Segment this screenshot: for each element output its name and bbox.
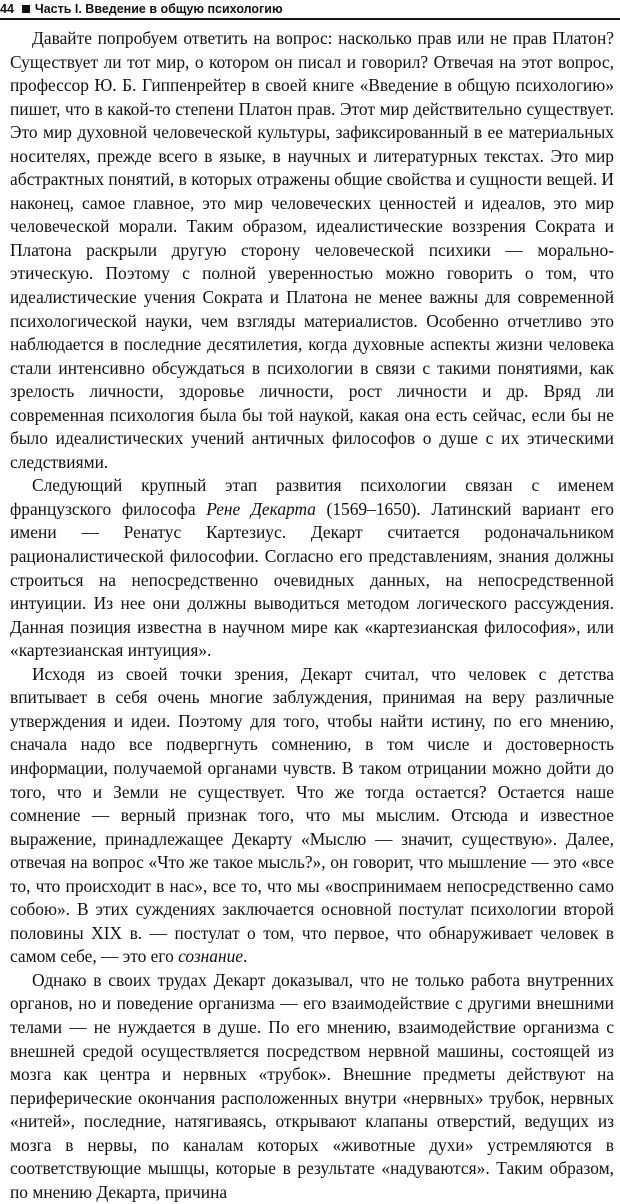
paragraph [10,663,614,969]
italic-text: сознание [178,946,244,967]
paragraph [10,27,614,474]
text-run: Давайте попробуем ответить на вопрос: насколько прав или не прав Платон? Существует ли тот мир, о котором он писал и говорил? Отвечая на этот вопрос, профессор Ю. Б. Гиппенрейтер в своей книге «Введение в общую психологию» пишет, что в какой-то степени Платон прав. Этот мир действительно существует. Это мир духовной человеческой культуры, зафиксированный в ее материальных носителях, прежде всего в языке, в научных и литературных текстах. Это мир абстрактных понятий, в которых отражены общие свойства и сущности вещей. И наконец, самое главное, это мир человеческих ценностей и идеалов, это мир человеческой морали. Таким образом, идеалистические воззрения Сократа и Платона раскрыли другую сторону человеческой психики — морально-этическую. Поэтому с полной уверенностью можно говорить о том, что идеалистические учения Сократа и Платона не менее важны для современной психологической науки, чем взгляды материалистов. Особенно отчетливо это наблюдается в последние десятилетия, когда духовные аспекты жизни человека стали интенсивно обсуждаться в психологии в связи с такими понятиями, как зрелость личности, здоровье личности, рост личности и др. Вряд ли современная психология была бы той наукой, какая она есть сейчас, если бы не было идеалистических учений античных философов о душе с их этическими следствиями. [10,28,614,472]
running-header [0,0,283,18]
italic-text: Рене Декарта [206,498,316,519]
text-run: Однако в своих трудах Декарт доказывал, что не только работа внутренних органов, но и поведение организма — его взаимодействие с другими внешними телами — не нуждается в душе. По его мнению, взаимодействие организма с внешней средой осуществляется посредством нервной машины, состоящей из мозга как центра и нервных «трубок». Внешние предметы действуют на периферические окончания расположенных внутри «нервных» трубок, нервных «нитей», последние, натягиваясь, открывают клапаны отверстий, ведущих из мозга в нервы, по каналам которых «животные духи» устремляются в соответствующие мышцы, которые в результате «надуваются». Таким образом, по мнению Декарта, причина [10,969,614,1202]
paragraph [10,969,614,1204]
text-run: . [243,946,248,967]
header-rule [0,18,620,20]
body-text [10,27,614,1204]
running-title: Часть I. Введение в общую психологию [34,2,283,16]
text-run: (1569–1650). Латинский вариант его имени — Ренатус Картезиус. Декарт считается родоначальником рационалистической философии. Согласно его представлениям, знания должны строиться на непосредственно очевидных данных, на непосредственной интуиции. Из нее они должны выводиться методом логического рассуждения. Данная позиция известна в научном мире как «картезианская философия», или «картезианская интуиция». [10,498,615,661]
text-run: Исходя из своей точки зрения, Декарт считал, что человек с детства впитывает в себя очень многие заблуждения, принимая на веру различные утверждения и идеи. Поэтому для того, чтобы найти истину, по его мнению, сначала надо все подвергнуть сомнению, в том числе и достоверность информации, получаемой органами чувств. В таком отрицании можно дойти до того, что и Земли не существует. Что же тогда остается? Остается наше сомнение — верный признак того, что мы мыслим. Отсюда и известное выражение, принадлежащее Декарту «Мыслю — значит, существую». Далее, отвечая на вопрос «Что же такое мысль?», он говорит, что мышление — это «все то, что происходит в нас», все то, что мы «воспринимаем непосредственно само собою». В этих суждениях заключается основной постулат психологии второй половины XIX в. — постулат о том, что первое, что обнаруживает человек в самом себе, — это его [10,663,614,967]
paragraph [10,474,614,662]
square-bullet-icon [22,5,30,13]
text-run: Следующий крупный этап развития психологии связан с именем французского философа [10,475,614,519]
page-number: 44 [0,2,14,16]
